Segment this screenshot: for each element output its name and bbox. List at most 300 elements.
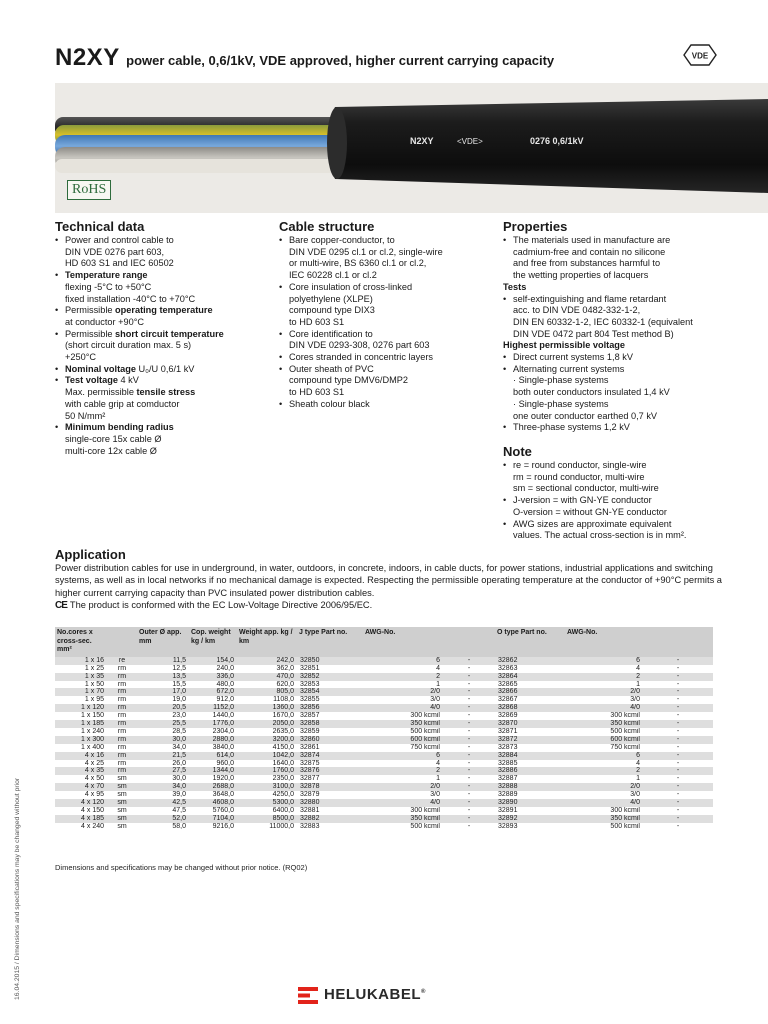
table-cell: 1 [363,775,443,783]
table-row [55,720,713,728]
table-cell: 1 x 240 [55,728,107,736]
table-cell: - [443,728,495,736]
table-cell: - [443,807,495,815]
table-cell: 32887 [495,775,565,783]
table-cell: 6400,0 [237,807,297,815]
technical-data-text: Power and control cable to [65,235,174,245]
technical-data-line [55,305,270,317]
footnote: Dimensions and specifications may be changed without prior notice. (RQ02) [55,863,308,872]
table-cell: 32883 [297,823,363,831]
technical-data-text: Permissible [65,305,116,316]
technical-data-text: 4 kV [117,375,139,386]
table-cell: - [643,736,713,744]
table-cell: 32861 [297,744,363,752]
table-cell: rm [107,744,137,752]
table-row [55,752,713,760]
table-cell: 240,0 [189,665,237,673]
table-cell: 1640,0 [237,760,297,768]
table-cell: 5300,0 [237,799,297,807]
table-row [55,791,713,799]
table-cell: sm [107,799,137,807]
table-cell: 1152,0 [189,704,237,712]
table-row [55,815,713,823]
table-cell: - [443,736,495,744]
table-header-cell [643,627,713,657]
technical-data-line [55,411,270,423]
table-row [55,728,713,736]
table-cell: - [443,704,495,712]
table-cell: 4 x 120 [55,799,107,807]
table-cell: 32877 [297,775,363,783]
technical-data-line [55,270,270,282]
table-cell: rm [107,760,137,768]
table-cell: 350 kcmil [565,815,643,823]
table-cell: 30,0 [137,775,189,783]
table-cell: - [443,799,495,807]
table-cell: 500 kcmil [565,823,643,831]
rohs-label: RoHS [67,180,111,200]
table-cell: 32866 [495,688,565,696]
note-heading: Note [503,444,532,459]
product-subtitle: power cable, 0,6/1kV, VDE approved, higher current carrying capacity [126,53,555,68]
table-cell: 1 [565,681,643,689]
table-cell: rm [107,767,137,775]
table-row [55,783,713,791]
table-cell: 2050,0 [237,720,297,728]
table-cell: 32884 [495,752,565,760]
table-cell: - [643,704,713,712]
table-row [55,736,713,744]
cable-structure-line: DIN VDE 0293-308, 0276 part 603 [289,340,430,351]
brand-name: HELUKABEL® [324,986,426,1003]
technical-data-text: multi-core 12x cable Ø [65,445,157,456]
table-row [55,744,713,752]
table-cell: 4 x 25 [55,760,107,768]
properties-items [503,235,725,434]
table-cell: 32879 [297,791,363,799]
table-cell: - [643,688,713,696]
table-cell: rm [107,681,137,689]
cable-print-code: N2XY [410,136,434,146]
table-cell: 13,5 [137,673,189,681]
table-cell: 614,0 [189,752,237,760]
table-cell: 620,0 [237,681,297,689]
table-cell: 300 kcmil [565,712,643,720]
technical-data-text: flexing -5°C to +50°C [65,281,152,292]
table-cell: 32851 [297,665,363,673]
table-cell: 32891 [495,807,565,815]
table-cell: - [643,744,713,752]
table-row [55,665,713,673]
table-cell: rm [107,688,137,696]
table-cell: 30,0 [137,736,189,744]
table-cell: 1 x 70 [55,688,107,696]
table-cell: 1 [565,775,643,783]
table-cell: 32860 [297,736,363,744]
table-cell: 3200,0 [237,736,297,744]
table-cell: 154,0 [189,657,237,665]
table-cell: 2 [565,767,643,775]
table-cell: 12,5 [137,665,189,673]
table-cell: re [107,657,137,665]
table-cell: 32881 [297,807,363,815]
table-cell: 2/0 [363,688,443,696]
application-heading: Application [55,547,126,562]
table-cell: 4 [565,760,643,768]
note-line: rm = round conductor, multi-wire [513,471,645,482]
table-cell: - [643,791,713,799]
technical-data-text: HD 603 S1 and IEC 60502 [65,258,174,269]
table-cell: 2 [565,673,643,681]
technical-data-list [55,235,270,457]
table-cell: 1 x 400 [55,744,107,752]
table-cell: 2/0 [363,783,443,791]
table-cell: rm [107,712,137,720]
technical-data-text: DIN VDE 0276 part 603, [65,246,165,257]
table-cell: 58,0 [137,823,189,831]
table-cell: - [643,712,713,720]
table-cell: 1 x 25 [55,665,107,673]
table-cell: - [643,767,713,775]
table-cell: 32880 [297,799,363,807]
table-cell: 2 [363,673,443,681]
cable-structure-list [279,235,494,411]
table-cell: 32867 [495,696,565,704]
table-cell: 2688,0 [189,783,237,791]
table-cell: 27,5 [137,767,189,775]
table-cell: - [443,783,495,791]
table-header-cell [107,627,137,657]
table-cell: sm [107,775,137,783]
cable-structure-line: • Core identification to [279,329,494,341]
table-cell: 34,0 [137,744,189,752]
table-cell: 32892 [495,815,565,823]
properties-line: and free from substances harmful to [513,258,661,269]
table-row [55,775,713,783]
table-cell: - [643,807,713,815]
table-cell: 4 [363,760,443,768]
table-cell: 32857 [297,712,363,720]
table-cell: 4 x 70 [55,783,107,791]
table-cell: 4 x 50 [55,775,107,783]
technical-data-line [55,387,270,399]
table-cell: 750 kcmil [565,744,643,752]
note-list [503,460,725,542]
properties-line: • The materials used in manufacture are [503,235,725,247]
table-cell: 32854 [297,688,363,696]
table-header-cell: AWG-No. [363,627,443,657]
ce-conformity [55,599,725,612]
table-row [55,799,713,807]
table-cell: 32873 [495,744,565,752]
table-cell: 32889 [495,791,565,799]
cable-structure-line: • Sheath colour black [279,399,494,411]
cable-structure-heading: Cable structure [279,219,375,234]
table-cell: - [443,673,495,681]
table-cell: 3/0 [565,791,643,799]
technical-data-heading: Technical data [55,219,145,234]
technical-data-line [55,340,270,352]
note-line: • AWG sizes are approximate equivalent [503,519,725,531]
table-cell: 6 [363,657,443,665]
technical-data-line [55,329,270,341]
technical-data-line [55,434,270,446]
table-cell: 2/0 [565,688,643,696]
table-cell: 4/0 [363,704,443,712]
cable-image [55,83,768,213]
table-cell: 4 x 16 [55,752,107,760]
table-cell: sm [107,815,137,823]
table-cell: 42,5 [137,799,189,807]
table-row [55,696,713,704]
table-row [55,688,713,696]
table-cell: 4/0 [363,799,443,807]
table-cell: 480,0 [189,681,237,689]
technical-data-term: Nominal voltage [65,363,136,374]
table-cell: 25,5 [137,720,189,728]
properties-line: • self-extinguishing and flame retardant [503,294,725,306]
cable-structure-line: • Cores stranded in concentric layers [279,352,494,364]
table-row [55,823,713,831]
technical-data-line [55,364,270,376]
table-cell: 750 kcmil [363,744,443,752]
table-cell: - [443,720,495,728]
technical-data-line [55,375,270,387]
technical-data-term: Temperature range [65,270,148,281]
table-cell: - [443,823,495,831]
technical-data-text: at conductor +90°C [65,316,145,327]
table-cell: 4 x 185 [55,815,107,823]
table-cell: 32876 [297,767,363,775]
table-cell: - [443,696,495,704]
properties-line: • Direct current systems 1,8 kV [503,352,725,364]
table-cell: 600 kcmil [565,736,643,744]
table-cell: 32870 [495,720,565,728]
table-cell: - [643,752,713,760]
cable-structure-line: compound type DIX3 [289,305,375,316]
table-cell: rm [107,720,137,728]
table-cell: sm [107,783,137,791]
table-row [55,807,713,815]
vde-logo-icon [683,44,717,66]
table-cell: - [443,688,495,696]
table-cell: - [643,696,713,704]
table-cell: 4/0 [565,799,643,807]
table-cell: 1344,0 [189,767,237,775]
table-cell: 19,0 [137,696,189,704]
table-cell: 32888 [495,783,565,791]
technical-data-text: fixed installation -40°C to +70°C [65,293,196,304]
helukabel-logo-icon [298,987,318,1004]
table-cell: 6 [565,657,643,665]
table-cell: rm [107,728,137,736]
table-cell: 23,0 [137,712,189,720]
technical-data-line [55,422,270,434]
table-cell: 17,0 [137,688,189,696]
table-cell: - [643,665,713,673]
table-cell: 1 x 150 [55,712,107,720]
technical-data-line [55,235,270,247]
technical-data-line [55,446,270,458]
properties-line: acc. to DIN VDE 0482-332-1-2, [513,305,641,316]
table-cell: 2880,0 [189,736,237,744]
properties-line: • Three-phase systems 1,2 kV [503,422,725,434]
table-cell: 805,0 [237,688,297,696]
table-cell: 960,0 [189,760,237,768]
technical-data-items [55,235,270,457]
technical-data-line [55,399,270,411]
table-cell: 1360,0 [237,704,297,712]
table-cell: 4 x 95 [55,791,107,799]
table-cell: - [643,673,713,681]
cable-structure-line: compound type DMV6/DMP2 [289,375,408,386]
table-cell: 32869 [495,712,565,720]
properties-line: • Alternating current systems [503,364,725,376]
table-cell: - [443,744,495,752]
table-header-cell: Outer Ø app. mm [137,627,189,657]
ce-text: The product is conformed with the EC Low-Voltage Directive 2006/95/EC. [69,600,373,610]
table-cell: 3840,0 [189,744,237,752]
table-cell: - [643,783,713,791]
table-cell: 500 kcmil [363,823,443,831]
table-cell: rm [107,673,137,681]
table-cell: 7104,0 [189,815,237,823]
table-cell: 20,5 [137,704,189,712]
table-cell: 1 [363,681,443,689]
table-cell: 32859 [297,728,363,736]
properties-line: · Single-phase systems [513,375,609,386]
table-header-cell [443,627,495,657]
table-cell: 8500,0 [237,815,297,823]
table-cell: 1108,0 [237,696,297,704]
table-cell: 4250,0 [237,791,297,799]
table-cell: 1440,0 [189,712,237,720]
table-cell: - [443,791,495,799]
table-cell: 300 kcmil [363,712,443,720]
table-cell: 4608,0 [189,799,237,807]
table-cell: 350 kcmil [565,720,643,728]
table-cell: 32852 [297,673,363,681]
table-header-row [55,627,713,657]
technical-data-text: (short circuit duration max. 5 s) [65,340,192,351]
table-cell: 362,0 [237,665,297,673]
table-cell: 32865 [495,681,565,689]
table-row [55,673,713,681]
table-row [55,760,713,768]
table-row [55,767,713,775]
table-row [55,704,713,712]
table-cell: 6 [565,752,643,760]
table-cell: 3/0 [363,791,443,799]
table-cell: 32875 [297,760,363,768]
table-cell: - [443,681,495,689]
technical-data-text: U₀/U 0,6/1 kV [135,363,195,374]
table-cell: 4 x 150 [55,807,107,815]
table-row [55,712,713,720]
technical-data-term: short circuit temperature [115,328,224,339]
table-cell: 39,0 [137,791,189,799]
table-cell: rm [107,752,137,760]
table-cell: - [643,657,713,665]
cable-structure-line: polyethylene (XLPE) [289,293,373,304]
properties-line: Highest permissible voltage [503,340,626,351]
table-cell: sm [107,823,137,831]
table-cell: 1 x 95 [55,696,107,704]
table-cell: rm [107,696,137,704]
helukabel-logo [298,985,478,1007]
table-cell: - [443,665,495,673]
table-cell: sm [107,807,137,815]
technical-data-line [55,352,270,364]
table-cell: 1 x 120 [55,704,107,712]
table-cell: 500 kcmil [565,728,643,736]
table-cell: 4150,0 [237,744,297,752]
page-title [55,44,695,72]
table-cell: 2635,0 [237,728,297,736]
table-cell: 21,5 [137,752,189,760]
properties-heading: Properties [503,219,568,234]
table-cell: sm [107,791,137,799]
cable-print-mark: <VDE> [457,137,483,146]
table-cell: 32893 [495,823,565,831]
table-cell: 1 x 50 [55,681,107,689]
table-cell: 350 kcmil [363,815,443,823]
table-cell: 3/0 [363,696,443,704]
properties-line: DIN EN 60332-1-2, IEC 60332-1 (equivalent [513,316,693,327]
table-cell: 2304,0 [189,728,237,736]
note-line: • re = round conductor, single-wire [503,460,725,472]
table-cell: 470,0 [237,673,297,681]
note-line: sm = sectional conductor, multi-wire [513,483,659,494]
table-row [55,657,713,665]
table-cell: 2350,0 [237,775,297,783]
properties-line: both outer conductors insulated 1,4 kV [513,387,670,398]
table-cell: 1760,0 [237,767,297,775]
table-cell: 15,5 [137,681,189,689]
table-row [55,681,713,689]
table-cell: 9216,0 [189,823,237,831]
technical-data-text: 50 N/mm² [65,410,106,421]
technical-data-line [55,317,270,329]
table-cell: 32868 [495,704,565,712]
properties-line: · Single-phase systems [513,398,609,409]
table-cell: 672,0 [189,688,237,696]
table-cell: 11000,0 [237,823,297,831]
table-header-cell: O type Part no. [495,627,565,657]
table-cell: - [643,799,713,807]
table-cell: 912,0 [189,696,237,704]
table-cell: 32855 [297,696,363,704]
technical-data-text: single-core 15x cable Ø [65,433,162,444]
table-cell: 32871 [495,728,565,736]
note-line: O-version = without GN-YE conductor [513,506,667,517]
table-cell: 4 x 35 [55,767,107,775]
properties-line: the wetting properties of lacquers [513,270,649,281]
table-cell: 11,5 [137,657,189,665]
table-cell: 47,5 [137,807,189,815]
table-cell: 32856 [297,704,363,712]
table-cell: - [443,760,495,768]
properties-line: cadmium-free and contain no silicone [513,246,666,257]
table-cell: 600 kcmil [363,736,443,744]
table-cell: 6 [363,752,443,760]
cable-structure-line: • Outer sheath of PVC [279,364,494,376]
side-note: 16.04.2015 / Dimensions and specifications may be changed without prior [14,777,21,1000]
technical-data-text: +250°C [65,352,97,363]
table-cell: 28,5 [137,728,189,736]
ce-mark-icon: CE [55,600,67,611]
table-cell: - [643,681,713,689]
